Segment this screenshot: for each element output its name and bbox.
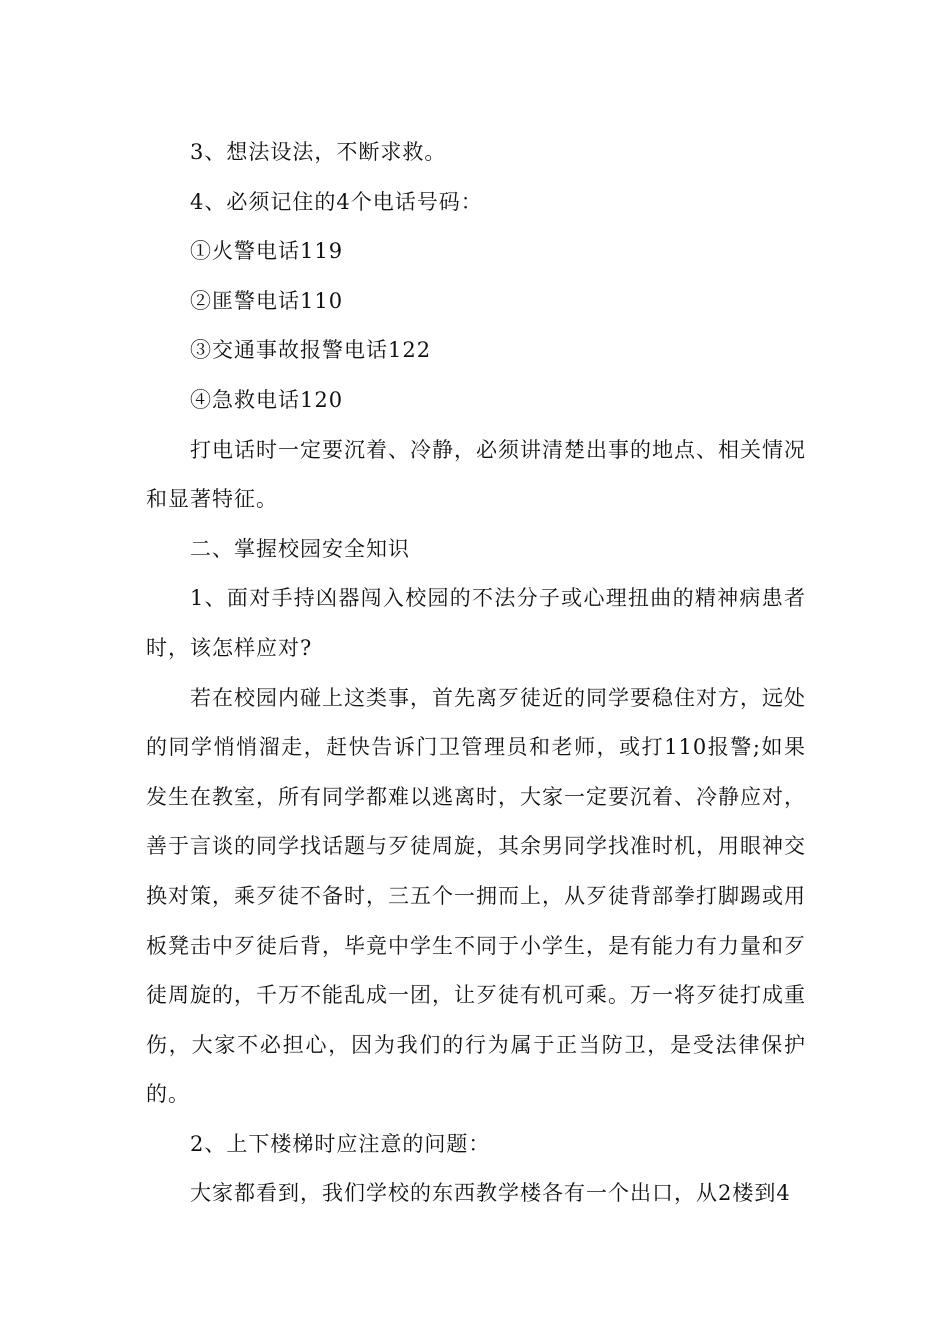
paragraph-stairs-text: 大家都看到，我们学校的东西教学楼各有一个出口，从2楼到4: [190, 1181, 791, 1206]
paragraph-intruder-response: 若在校园内碰上这类事，首先离歹徒近的同学要稳住对方，远处的同学悄悄溜走，赶快告诉门卫管理员和老师，或打110报警;如果发生在教室，所有同学都难以逃离时，大家一定要沉着、冷静应对，善于言谈的同学找话题与歹徒周旋，其余男同学找准时机，用眼神交换对策，乘歹徒不备时，三五个一拥而上，从歹徒背部拳打脚踢或用板凳击中歹徒后背，毕竟中学生不同于小学生，是有能力有力量和歹徒周旋的，千万不能乱成一团，让歹徒有机可乘。万一将歹徒打成重伤，大家不必担心，因为我们的行为属于正当防卫，是受法律保护的。: [146, 685, 806, 1107]
paragraph-call-for-help: 3、想法设法，不断求救。: [190, 140, 447, 164]
list-item-traffic-number: ③交通事故报警电话122: [190, 338, 432, 363]
section-heading-campus-safety: 二、掌握校园安全知识: [190, 536, 410, 561]
document-page: [146, 128, 806, 1219]
paragraph-question-intruder: 1、面对手持凶器闯入校园的不法分子或心理扭曲的精神病患者时，该怎样应对?: [146, 586, 806, 660]
list-item-ambulance-number: ④急救电话120: [190, 387, 344, 412]
paragraph-calling-tips: 打电话时一定要沉着、冷静，必须讲清楚出事的地点、相关情况和显著特征。: [146, 437, 806, 512]
paragraph-phone-numbers-heading: 4、必须记住的4个电话号码：: [190, 189, 483, 214]
list-item-police-number: ②匪警电话110: [190, 288, 344, 313]
paragraph-stairs-heading: 2、上下楼梯时应注意的问题：: [190, 1131, 491, 1156]
list-item-fire-number: ①火警电话119: [190, 239, 344, 264]
